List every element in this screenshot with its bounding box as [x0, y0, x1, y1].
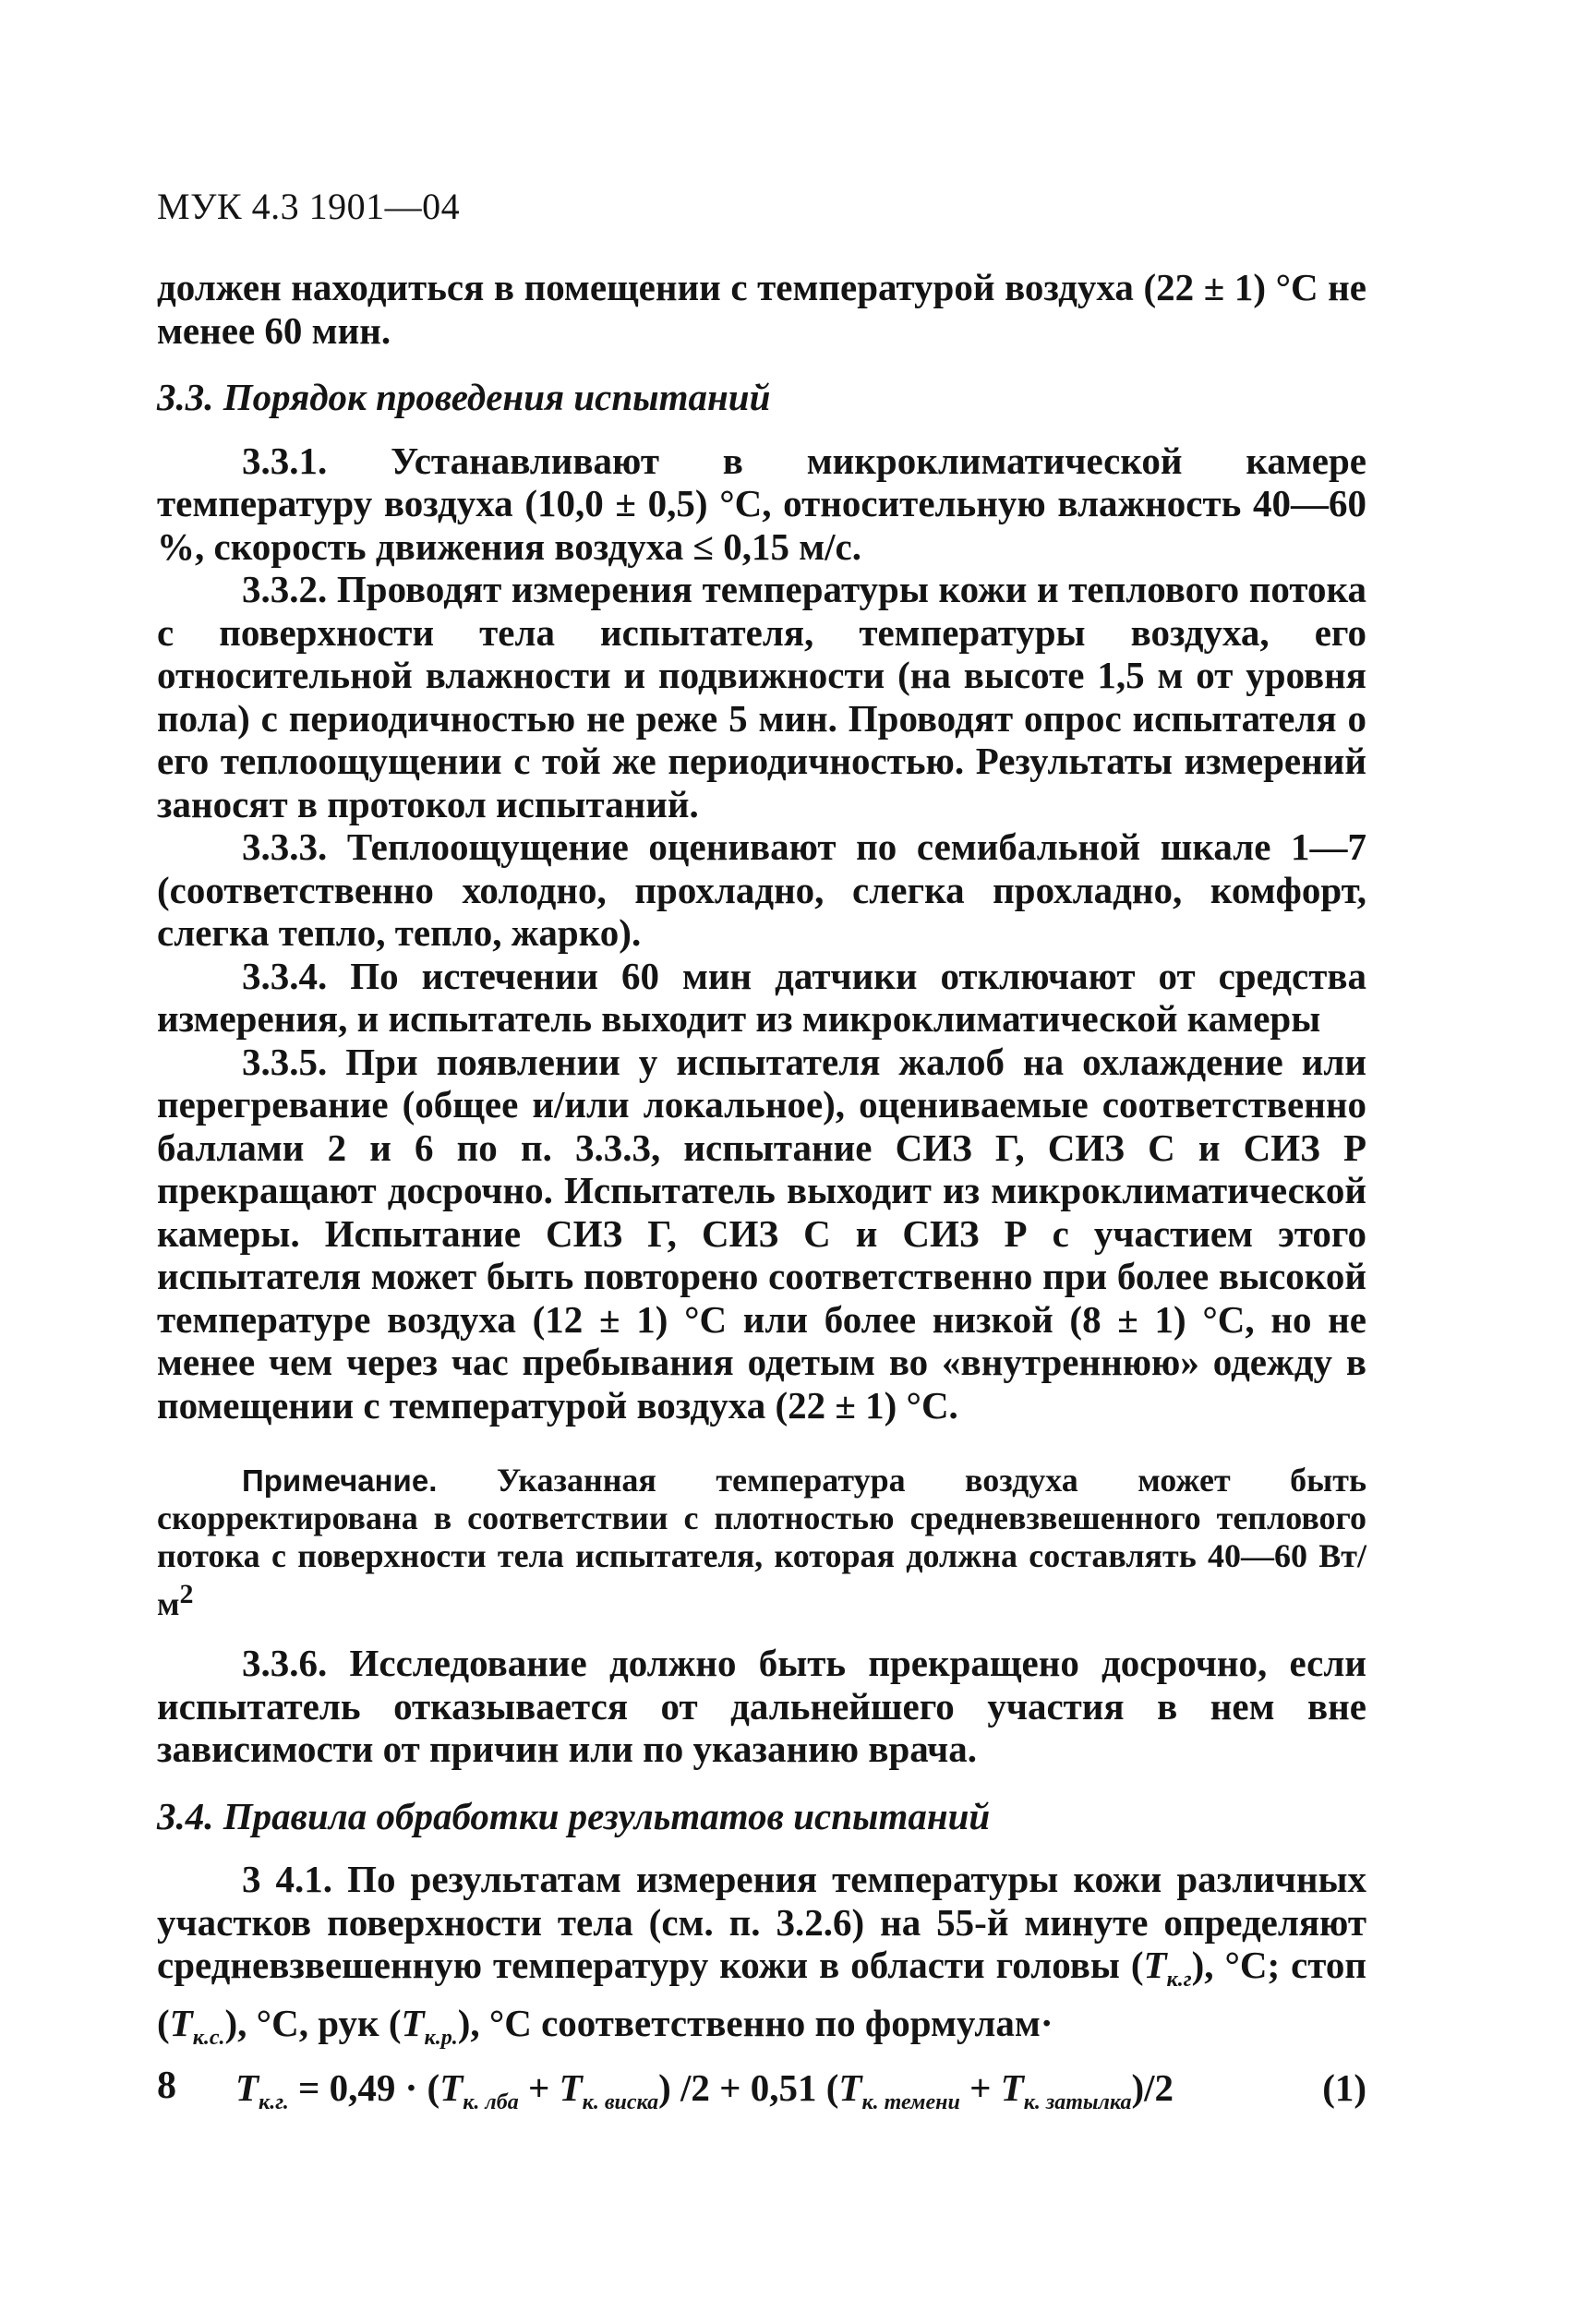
p341-text-b: ), °С; стоп (	[157, 1944, 1367, 2044]
formula-expression	[235, 2066, 1174, 2125]
paragraph-3-3-2: 3.3.2. Проводят измерения температуры кожи и теплового потока с поверхности тела испытателя, температуры воздуха, его относительной влажности и подвижности (на высоте 1,5 м от уровня пола) с периодичностью не реже 5 мин. Проводят опрос испытателя о его теплоощущении с той же периодичностью. Результаты измерений заносят в протокол испытаний.	[157, 568, 1366, 825]
formula-lhs-sub: к.г.	[259, 2090, 289, 2115]
formula-t4: T	[1000, 2066, 1024, 2110]
formula-1	[157, 2066, 1366, 2114]
formula-plus2: +	[959, 2066, 1001, 2110]
section-title-3-3: 3.3. Порядок проведения испытаний	[157, 376, 771, 418]
symbol-t-head-sub: к.г	[1166, 1968, 1192, 1993]
formula-plus1: +	[518, 2066, 560, 2110]
paragraph-3-3-1: 3.3.1. Устанавливают в микроклиматической камере температуру воздуха (10,0 ± 0,5) °С, относительную влажность 40—60 %, скорость движения воздуха ≤ 0,15 м/с.	[157, 439, 1366, 568]
symbol-t-hands: T	[401, 2001, 425, 2044]
document-header: МУК 4.3 1901—04	[157, 186, 461, 227]
formula-mid: ) /2 + 0,51 (	[658, 2066, 839, 2110]
formula-t1: T	[439, 2066, 463, 2110]
p341-text-d: ), °С соответственно по формулам·	[457, 2001, 1053, 2044]
formula-eq: = 0,49 · (	[288, 2066, 440, 2110]
p341-text-c: ), °С, рук (	[224, 2001, 402, 2044]
paragraph-continuation: должен находиться в помещении с температурой воздуха (22 ± 1) °С не менее 60 мин.	[157, 266, 1366, 352]
symbol-t-feet: T	[169, 2001, 193, 2044]
note-superscript: 2	[179, 1579, 194, 1609]
document-body	[157, 266, 1366, 2114]
formula-t2: T	[559, 2066, 583, 2110]
note-label: Примечание.	[242, 1463, 438, 1498]
section-title-3-4: 3.4. Правила обработки результатов испытаний	[157, 1794, 991, 1837]
formula-t2-sub: к. виска	[582, 2090, 659, 2115]
paragraph-3-3-3: 3.3.3. Теплоощущение оценивают по семибальной шкале 1—7 (соответственно холодно, прохладно, слегка прохладно, комфорт, слегка тепло, тепло, жарко).	[157, 825, 1366, 954]
paragraph-3-3-6: 3.3.6. Исследование должно быть прекращено досрочно, если испытатель отказывается от дальнейшего участия в нем вне зависимости от причин или по указанию врача.	[157, 1642, 1366, 1770]
formula-lhs: T	[235, 2066, 259, 2110]
paragraph-3-3-4: 3.3.4. По истечении 60 мин датчики отключают от средства измерения, и испытатель выходит из микроклиматической камеры	[157, 954, 1366, 1040]
formula-t3-sub: к. темени	[861, 2090, 960, 2115]
formula-t4-sub: к. затылка	[1023, 2090, 1132, 2115]
formula-t1-sub: к. лба	[463, 2090, 519, 2115]
formula-end: )/2	[1131, 2066, 1174, 2110]
note	[157, 1462, 1366, 1623]
paragraph-3-3-5: 3.3.5. При появлении у испытателя жалоб на охлаждение или перегревание (общее и/или локальное), оцениваемые соответственно баллами 2 и 6 по п. 3.3.3, испытание СИЗ Г, СИЗ С и СИЗ Р прекращают досрочно. Испытатель выходит из микроклиматической камеры. Испытание СИЗ Г, СИЗ С и СИЗ Р с участием этого испытателя может быть повторено соответственно при более высокой температуре воздуха (12 ± 1) °С или более низкой (8 ± 1) °С, но не менее чем через час пребывания одетым во «внутреннюю» одежду в помещении с температурой воздуха (22 ± 1) °С.	[157, 1040, 1366, 1427]
formula-t3: T	[838, 2066, 862, 2110]
symbol-t-hands-sub: к.р.	[424, 2025, 458, 2050]
symbol-t-feet-sub: к.с.	[192, 2025, 225, 2050]
note-text: Указанная температура воздуха может быть скорректирована в соответствии с плотностью средневзвешенного теплового потока с поверхности тела испытателя, которая должна составлять 40—60 Вт/м	[157, 1462, 1366, 1622]
formula-number: (1)	[1322, 2066, 1366, 2110]
paragraph-3-4-1	[157, 1858, 1366, 2059]
page-number: 8	[157, 2065, 176, 2107]
p341-text-a: 3 4.1. По результатам измерения температуры кожи различных участков поверхности тела (см. п. 3.2.6) на 55-й минуте определяют средневзвешенную температуру кожи в области головы (	[157, 1858, 1366, 1986]
symbol-t-head: T	[1143, 1944, 1167, 1986]
